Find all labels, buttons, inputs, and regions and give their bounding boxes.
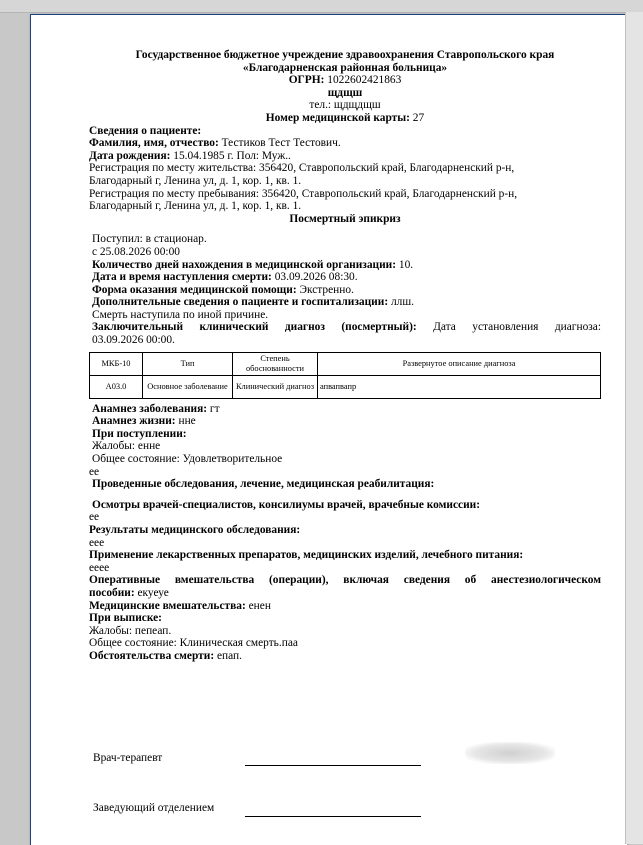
life-anamnesis bbox=[92, 415, 601, 428]
drugs-value: ееее bbox=[89, 561, 110, 574]
admission-line2: с 25.08.2026 00:00 bbox=[92, 245, 180, 258]
header-cell-icd: МКБ-10 bbox=[90, 352, 143, 375]
patient-name bbox=[89, 137, 601, 150]
death-circumstance: Смерть наступила по иной причине. bbox=[92, 308, 269, 321]
table-row bbox=[90, 375, 601, 398]
text-ee-1: ее bbox=[89, 465, 100, 478]
card-value: 27 bbox=[412, 111, 425, 124]
name-value: Тестиков Тест Тестович. bbox=[221, 137, 341, 150]
header-cell-type: Тип bbox=[143, 352, 233, 375]
days-value: 10. bbox=[398, 258, 414, 271]
reg-living-2: Благодарный г, Ленина ул, д. 1, кор. 1, кв. 1. bbox=[89, 174, 302, 187]
care-form bbox=[92, 284, 601, 297]
surgery bbox=[89, 587, 601, 600]
admit-complaints: Жалобы: енне bbox=[92, 440, 161, 453]
exams-label: Проведенные обследования, лечение, медицинская реабилитация: bbox=[92, 478, 435, 491]
ogrn-value: 1022602421863 bbox=[327, 74, 402, 87]
text-ee-2: ее bbox=[89, 511, 100, 524]
admit-condition: Общее состояние: Удовлетворительное bbox=[92, 453, 283, 466]
ogrn bbox=[89, 74, 601, 87]
form-label: Форма оказания медицинской помощи: bbox=[92, 283, 297, 296]
discharge-condition: Общее состояние: Клиническая смерть.паа bbox=[89, 637, 298, 650]
diag-value: Дата установления диагноза: bbox=[433, 321, 601, 334]
reg-living-1: Регистрация по месту жительства: 356420, Ставропольский край, Благодарненский р-н, bbox=[89, 162, 515, 175]
org-name-line2: «Благодарненская районная больница» bbox=[242, 61, 448, 74]
admit-label: При поступлении: bbox=[92, 427, 187, 440]
admission-line1: Поступил: в стационар. bbox=[92, 233, 207, 246]
surgery-label-2: пособии: bbox=[89, 586, 135, 599]
signature-doctor-line bbox=[245, 764, 421, 766]
surgery-value: екуеуе bbox=[137, 586, 169, 599]
cell-type: Основное заболевание bbox=[143, 375, 233, 398]
death-value: 03.09.2026 08:30. bbox=[274, 271, 358, 284]
patient-section: Сведения о пациенте: bbox=[89, 124, 202, 137]
signature-doctor-label: Врач-терапевт bbox=[93, 752, 163, 764]
circ-label: Обстоятельства смерти: bbox=[89, 649, 215, 662]
diag-label: Заключительный клинический диагноз (посмертный): bbox=[92, 321, 417, 334]
disease-anamnesis bbox=[92, 403, 601, 416]
extra-label: Дополнительные сведения о пациенте и госпитализации: bbox=[92, 296, 389, 309]
card-number bbox=[89, 112, 601, 125]
table-header-row bbox=[90, 352, 601, 375]
org-name-line1: Государственное бюджетное учреждение здравоохранения Ставропольского края bbox=[135, 49, 555, 61]
signature-head-label: Заведующий отделением bbox=[93, 802, 215, 814]
consult-label: Осмотры врачей-специалистов, консилиумы врачей, врачебные комиссии: bbox=[92, 498, 481, 511]
signature-head-line bbox=[245, 815, 421, 817]
surgery-label-1: Оперативные вмешательства (операции), включая сведения об анестезиологическом bbox=[89, 574, 601, 587]
patient-dob bbox=[89, 150, 601, 163]
disease-label: Анамнез заболевания: bbox=[92, 402, 208, 415]
header-cell-description: Развернутое описание диагноза bbox=[318, 352, 601, 375]
header-line-a: щдщш bbox=[327, 86, 363, 99]
death-label: Дата и время наступления смерти: bbox=[92, 271, 272, 284]
extra-info bbox=[92, 296, 601, 309]
doc-title: Посмертный эпикриз bbox=[289, 212, 401, 225]
diagnosis-table bbox=[89, 352, 601, 399]
days-in-hospital bbox=[92, 259, 601, 272]
death-circumstances bbox=[89, 650, 601, 663]
extra-value: ллш. bbox=[390, 296, 414, 309]
signature-blur bbox=[465, 742, 555, 764]
circ-value: епап. bbox=[216, 649, 242, 662]
phone: тел.: щдщдщш bbox=[309, 99, 381, 112]
header-cell-validity: Степень обоснованности bbox=[233, 352, 318, 375]
cell-validity: Клинический диагноз bbox=[233, 375, 318, 398]
cell-description: апвапвапр bbox=[318, 375, 601, 398]
drugs-label: Применение лекарственных препаратов, медицинских изделий, лечебного питания: bbox=[89, 549, 524, 562]
results-label: Результаты медицинского обследования: bbox=[89, 524, 301, 536]
name-label: Фамилия, имя, отчество: bbox=[89, 137, 219, 150]
viewer-toolbar bbox=[0, 0, 643, 13]
dob-value: 15.04.1985 г. Пол: Муж.. bbox=[173, 149, 291, 162]
ogrn-label: ОГРН: bbox=[288, 74, 325, 87]
form-value: Экстренно. bbox=[299, 283, 354, 296]
final-diagnosis bbox=[92, 321, 601, 334]
medical-interventions bbox=[89, 600, 601, 613]
dob-label: Дата рождения: bbox=[89, 149, 171, 162]
card-label: Номер медицинской карты: bbox=[265, 111, 410, 124]
death-datetime bbox=[92, 271, 601, 284]
reg-stay-1: Регистрация по месту пребывания: 356420, Ставропольский край, Благодарненский р-н, bbox=[89, 187, 518, 200]
scrollbar[interactable] bbox=[625, 12, 643, 844]
days-label: Количество дней нахождения в медицинской организации: bbox=[92, 258, 397, 271]
disease-value: гт bbox=[209, 402, 220, 415]
med-label: Медицинские вмешательства: bbox=[89, 599, 246, 612]
med-value: енен bbox=[248, 599, 271, 612]
cell-icd: А03.0 bbox=[90, 375, 143, 398]
results-value: еее bbox=[89, 536, 105, 549]
life-value: нне bbox=[178, 415, 196, 428]
document-body bbox=[89, 49, 601, 663]
diag-date: 03.09.2026 00:00. bbox=[92, 334, 175, 347]
life-label: Анамнез жизни: bbox=[92, 415, 176, 428]
document-page bbox=[30, 14, 627, 845]
reg-stay-2: Благодарный г, Ленина ул, д. 1, кор. 1, кв. 1. bbox=[89, 200, 302, 213]
discharge-label: При выписке: bbox=[89, 612, 162, 625]
discharge-complaints: Жалобы: пепеап. bbox=[89, 624, 172, 637]
